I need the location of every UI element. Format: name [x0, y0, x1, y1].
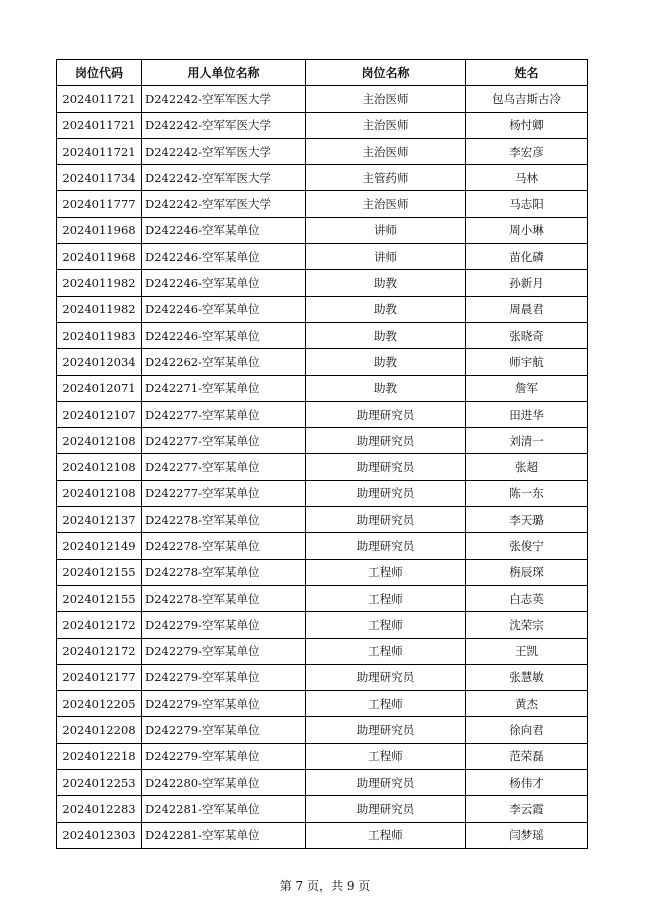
position-name-cell: 主管药师 [306, 165, 466, 191]
position-code-cell: 2024012155 [57, 585, 142, 611]
employer-name-cell: D242278-空军某单位 [142, 507, 306, 533]
table-row [57, 612, 588, 638]
results-table-container [56, 59, 587, 849]
position-name-cell: 讲师 [306, 217, 466, 243]
position-code-cell: 2024012108 [57, 428, 142, 454]
employer-name-cell: D242277-空军某单位 [142, 428, 306, 454]
table-row [57, 138, 588, 164]
person-name-cell: 徐向君 [466, 717, 588, 743]
position-name-cell: 助理研究员 [306, 533, 466, 559]
header-employer-name: 用人单位名称 [142, 60, 306, 86]
table-row [57, 375, 588, 401]
page-footer: 第 7 页，共 9 页 [279, 879, 371, 893]
position-code-cell: 2024012155 [57, 559, 142, 585]
position-name-cell: 讲师 [306, 244, 466, 270]
table-row [57, 691, 588, 717]
position-name-cell: 主治医师 [306, 191, 466, 217]
employer-name-cell: D242279-空军某单位 [142, 743, 306, 769]
table-row [57, 165, 588, 191]
table-row [57, 507, 588, 533]
employer-name-cell: D242246-空军某单位 [142, 296, 306, 322]
table-row [57, 796, 588, 822]
position-code-cell: 2024011983 [57, 322, 142, 348]
person-name-cell: 李天璐 [466, 507, 588, 533]
person-name-cell: 杨忖卿 [466, 112, 588, 138]
position-name-cell: 助理研究员 [306, 480, 466, 506]
position-name-cell: 助理研究员 [306, 401, 466, 427]
position-name-cell: 主治医师 [306, 112, 466, 138]
table-row [57, 743, 588, 769]
table-row [57, 822, 588, 848]
header-person-name: 姓名 [466, 60, 588, 86]
position-name-cell: 助理研究员 [306, 796, 466, 822]
person-name-cell: 孙新月 [466, 270, 588, 296]
position-code-cell: 2024012034 [57, 349, 142, 375]
table-row [57, 349, 588, 375]
employer-name-cell: D242278-空军某单位 [142, 533, 306, 559]
results-table [56, 59, 588, 849]
employer-name-cell: D242277-空军某单位 [142, 480, 306, 506]
person-name-cell: 杨伟才 [466, 770, 588, 796]
position-code-cell: 2024012071 [57, 375, 142, 401]
employer-name-cell: D242246-空军某单位 [142, 270, 306, 296]
table-row [57, 191, 588, 217]
table-row [57, 664, 588, 690]
position-name-cell: 助理研究员 [306, 507, 466, 533]
employer-name-cell: D242271-空军某单位 [142, 375, 306, 401]
employer-name-cell: D242281-空军某单位 [142, 822, 306, 848]
employer-name-cell: D242278-空军某单位 [142, 559, 306, 585]
position-code-cell: 2024011982 [57, 296, 142, 322]
position-code-cell: 2024012253 [57, 770, 142, 796]
employer-name-cell: D242262-空军某单位 [142, 349, 306, 375]
table-row [57, 770, 588, 796]
person-name-cell: 王凯 [466, 638, 588, 664]
table-row [57, 585, 588, 611]
position-code-cell: 2024012149 [57, 533, 142, 559]
employer-name-cell: D242246-空军某单位 [142, 322, 306, 348]
table-row [57, 217, 588, 243]
position-name-cell: 助教 [306, 296, 466, 322]
employer-name-cell: D242278-空军某单位 [142, 585, 306, 611]
position-code-cell: 2024011982 [57, 270, 142, 296]
table-row [57, 638, 588, 664]
position-name-cell: 工程师 [306, 559, 466, 585]
position-code-cell: 2024011777 [57, 191, 142, 217]
person-name-cell: 张俊宁 [466, 533, 588, 559]
position-name-cell: 助理研究员 [306, 664, 466, 690]
person-name-cell: 周晨君 [466, 296, 588, 322]
table-row [57, 428, 588, 454]
employer-name-cell: D242242-空军军医大学 [142, 86, 306, 112]
position-code-cell: 2024011968 [57, 244, 142, 270]
person-name-cell: 沈荣宗 [466, 612, 588, 638]
position-code-cell: 2024012172 [57, 612, 142, 638]
person-name-cell: 马林 [466, 165, 588, 191]
employer-name-cell: D242277-空军某单位 [142, 401, 306, 427]
person-name-cell: 白志英 [466, 585, 588, 611]
header-position-code: 岗位代码 [57, 60, 142, 86]
person-name-cell: 黄杰 [466, 691, 588, 717]
table-row [57, 322, 588, 348]
table-row [57, 454, 588, 480]
position-code-cell: 2024011721 [57, 86, 142, 112]
position-code-cell: 2024011968 [57, 217, 142, 243]
person-name-cell: 周小琳 [466, 217, 588, 243]
position-name-cell: 工程师 [306, 822, 466, 848]
table-row [57, 112, 588, 138]
table-body [57, 86, 588, 849]
position-name-cell: 助理研究员 [306, 428, 466, 454]
employer-name-cell: D242242-空军军医大学 [142, 165, 306, 191]
position-code-cell: 2024012205 [57, 691, 142, 717]
position-code-cell: 2024012218 [57, 743, 142, 769]
table-row [57, 296, 588, 322]
table-row [57, 533, 588, 559]
person-name-cell: 张慧敏 [466, 664, 588, 690]
person-name-cell: 张超 [466, 454, 588, 480]
position-code-cell: 2024011734 [57, 165, 142, 191]
person-name-cell: 田进华 [466, 401, 588, 427]
person-name-cell: 马志阳 [466, 191, 588, 217]
person-name-cell: 闫梦瑶 [466, 822, 588, 848]
position-name-cell: 工程师 [306, 743, 466, 769]
person-name-cell: 苗化磷 [466, 244, 588, 270]
table-row [57, 559, 588, 585]
position-name-cell: 工程师 [306, 638, 466, 664]
position-code-cell: 2024012172 [57, 638, 142, 664]
employer-name-cell: D242246-空军某单位 [142, 244, 306, 270]
position-name-cell: 助教 [306, 375, 466, 401]
header-position-name: 岗位名称 [306, 60, 466, 86]
person-name-cell: 刘清一 [466, 428, 588, 454]
position-code-cell: 2024012137 [57, 507, 142, 533]
position-name-cell: 助理研究员 [306, 454, 466, 480]
employer-name-cell: D242242-空军军医大学 [142, 138, 306, 164]
person-name-cell: 师宇航 [466, 349, 588, 375]
person-name-cell: 詹军 [466, 375, 588, 401]
employer-name-cell: D242277-空军某单位 [142, 454, 306, 480]
position-name-cell: 主治医师 [306, 86, 466, 112]
person-name-cell: 范荣磊 [466, 743, 588, 769]
table-row [57, 86, 588, 112]
position-name-cell: 工程师 [306, 691, 466, 717]
position-code-cell: 2024012283 [57, 796, 142, 822]
position-code-cell: 2024012177 [57, 664, 142, 690]
employer-name-cell: D242246-空军某单位 [142, 217, 306, 243]
position-code-cell: 2024012107 [57, 401, 142, 427]
position-name-cell: 主治医师 [306, 138, 466, 164]
person-name-cell: 陈一东 [466, 480, 588, 506]
position-name-cell: 工程师 [306, 585, 466, 611]
employer-name-cell: D242279-空军某单位 [142, 612, 306, 638]
table-row [57, 717, 588, 743]
employer-name-cell: D242279-空军某单位 [142, 664, 306, 690]
position-code-cell: 2024011721 [57, 138, 142, 164]
position-name-cell: 助理研究员 [306, 770, 466, 796]
position-name-cell: 助理研究员 [306, 717, 466, 743]
position-code-cell: 2024012108 [57, 454, 142, 480]
employer-name-cell: D242280-空军某单位 [142, 770, 306, 796]
employer-name-cell: D242279-空军某单位 [142, 717, 306, 743]
table-row [57, 270, 588, 296]
position-name-cell: 工程师 [306, 612, 466, 638]
person-name-cell: 李宏彦 [466, 138, 588, 164]
employer-name-cell: D242242-空军军医大学 [142, 191, 306, 217]
table-row [57, 480, 588, 506]
position-code-cell: 2024011721 [57, 112, 142, 138]
person-name-cell: 李云霞 [466, 796, 588, 822]
table-header-row [57, 60, 588, 86]
person-name-cell: 栴辰琛 [466, 559, 588, 585]
position-name-cell: 助教 [306, 322, 466, 348]
person-name-cell: 张晓奇 [466, 322, 588, 348]
employer-name-cell: D242279-空军某单位 [142, 638, 306, 664]
table-row [57, 244, 588, 270]
employer-name-cell: D242279-空军某单位 [142, 691, 306, 717]
position-code-cell: 2024012303 [57, 822, 142, 848]
position-code-cell: 2024012208 [57, 717, 142, 743]
position-name-cell: 助教 [306, 270, 466, 296]
position-code-cell: 2024012108 [57, 480, 142, 506]
employer-name-cell: D242281-空军某单位 [142, 796, 306, 822]
employer-name-cell: D242242-空军军医大学 [142, 112, 306, 138]
person-name-cell: 包乌吉斯古冷 [466, 86, 588, 112]
position-name-cell: 助教 [306, 349, 466, 375]
table-row [57, 401, 588, 427]
